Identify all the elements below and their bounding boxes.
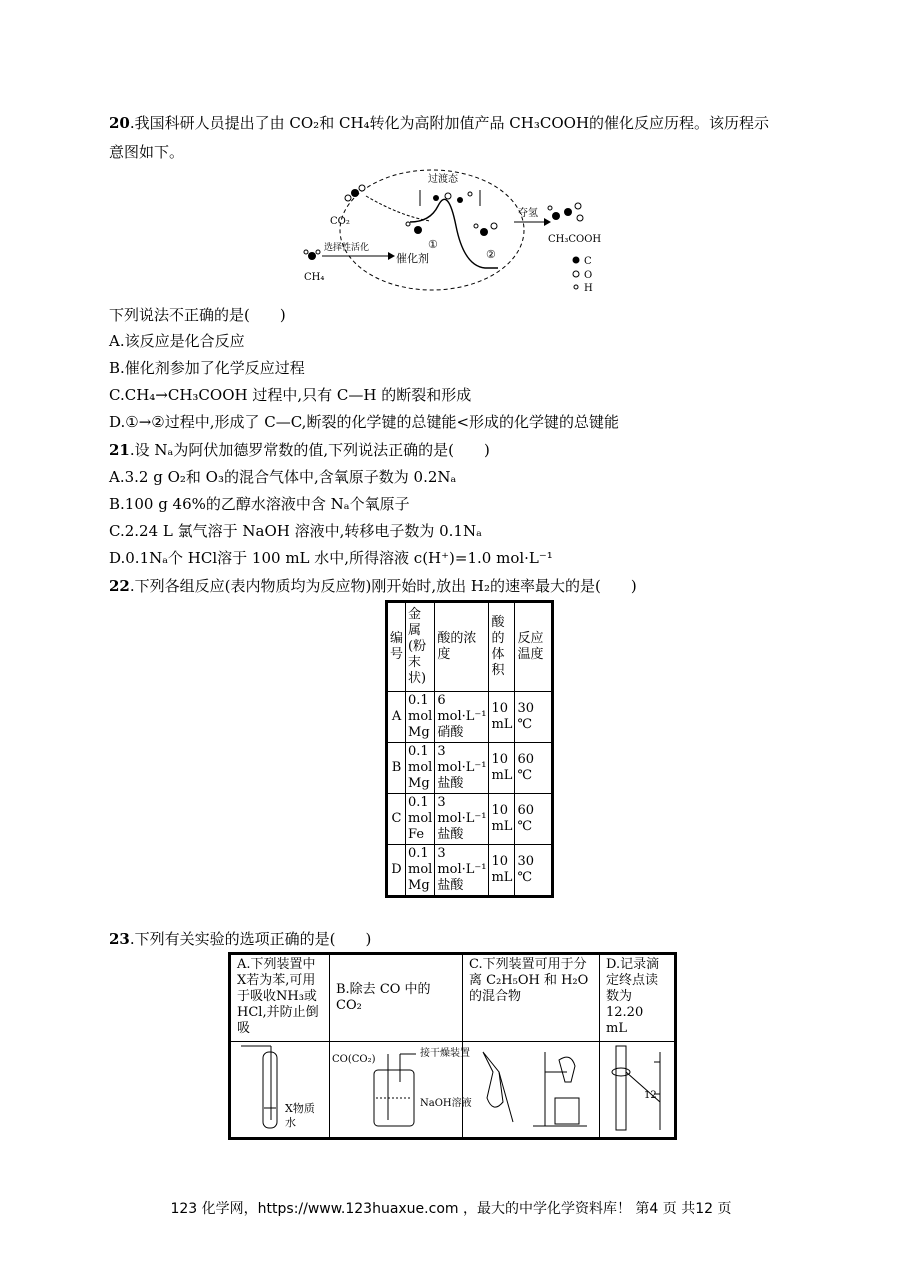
legend-c-dot — [573, 257, 580, 264]
q22-stem — [109, 576, 637, 596]
legend-h-dot — [574, 285, 578, 289]
q22-cell: B — [387, 743, 406, 794]
q22-header-row — [387, 602, 553, 692]
legend-o: O — [584, 270, 593, 281]
ch4-label: CH₄ — [304, 272, 325, 283]
q23-option-row — [230, 954, 676, 1042]
q22-cell: 60 ℃ — [515, 794, 553, 845]
q22-header-cell: 金属(粉末状) — [406, 602, 435, 692]
q22-cell: 10 mL — [489, 743, 515, 794]
q22-cell: 0.1 mol Fe — [406, 794, 435, 845]
q22-cell: 30 ℃ — [515, 845, 553, 897]
q20-option-c: C.CH₄→CH₃COOH 过程中,只有 C—H 的断裂和形成 — [109, 386, 472, 404]
q20-prompt: 下列说法不正确的是( ) — [109, 306, 286, 324]
q23-figure-row — [230, 1042, 676, 1139]
select-label: 选择性活化 — [324, 243, 370, 253]
q22-header-cell: 酸的浓度 — [435, 602, 489, 692]
figd-tick-label: 12 — [644, 1090, 657, 1101]
q20-stem-line1 — [109, 113, 769, 133]
q21-stem-text: .设 Nₐ为阿伏加德罗常数的值,下列说法正确的是( ) — [129, 441, 490, 459]
q20-reaction-diagram — [300, 166, 610, 294]
intermediate-2 — [474, 223, 497, 236]
q22-cell: 10 mL — [489, 845, 515, 897]
q22-header-cell: 反应温度 — [515, 602, 553, 692]
dehydro-label: 夺氢 — [518, 208, 538, 219]
q22-stem-text: .下列各组反应(表内物质均为反应物)刚开始时,放出 H₂的速率最大的是( ) — [129, 577, 637, 595]
q23-stem-text: .下列有关实验的选项正确的是( ) — [129, 930, 372, 948]
q20-option-d: D.①→②过程中,形成了 C—C,断裂的化学键的总键能<形成的化学键的总键能 — [109, 413, 620, 431]
table-row — [387, 845, 553, 897]
q21-stem — [109, 440, 490, 460]
q23-number: 23 — [109, 930, 130, 948]
q23-fig-a — [230, 1042, 330, 1139]
q22-number: 22 — [109, 577, 130, 595]
table-row — [387, 692, 553, 743]
q20-stem-text: .我国科研人员提出了由 CO₂和 CH₄转化为高附加值产品 CH₃COOH的催化反应历程。该历程示 — [129, 114, 770, 132]
intermediate-1 — [406, 222, 422, 234]
q22-cell: 0.1 mol Mg — [406, 692, 435, 743]
q20-stem-line2: 意图如下。 — [109, 143, 185, 161]
q22-table — [385, 600, 554, 898]
product-label: CH₃COOH — [548, 234, 602, 245]
q20-option-a: A.该反应是化合反应 — [109, 332, 245, 350]
step1-label: ① — [428, 238, 438, 251]
table-row — [387, 743, 553, 794]
figa-water-label: 水 — [285, 1116, 296, 1129]
q23-option-c: C.下列装置可用于分离 C₂H₅OH 和 H₂O 的混合物 — [463, 954, 600, 1042]
figa-x-label: X物质 — [285, 1102, 315, 1115]
q21-option-d: D.0.1Nₐ个 HCl溶于 100 mL 水中,所得溶液 c(H⁺)=1.0 mol·L⁻¹ — [109, 549, 553, 567]
table-row — [387, 794, 553, 845]
q20-number: 20 — [109, 114, 130, 132]
q21-option-a: A.3.2 g O₂和 O₃的混合气体中,含氧原子数为 0.2Nₐ — [109, 468, 457, 486]
q23-fig-c — [463, 1042, 600, 1139]
q22-cell: 3 mol·L⁻¹盐酸 — [435, 743, 489, 794]
q22-cell: A — [387, 692, 406, 743]
q22-cell: 0.1 mol Mg — [406, 743, 435, 794]
product-molecule — [548, 203, 583, 221]
ch4-molecule — [304, 250, 320, 260]
q22-cell: C — [387, 794, 406, 845]
q22-cell: 3 mol·L⁻¹盐酸 — [435, 794, 489, 845]
catalysis-region-ellipse — [340, 170, 524, 290]
figb-out-label: 接干燥装置 — [420, 1048, 470, 1059]
q23-table — [228, 952, 677, 1140]
co2-label: CO₂ — [330, 216, 350, 227]
figb-sol-label: NaOH溶液 — [420, 1098, 472, 1109]
q21-number: 21 — [109, 441, 130, 459]
legend-o-dot — [573, 271, 579, 277]
q22-cell: 6 mol·L⁻¹硝酸 — [435, 692, 489, 743]
q22-cell: 30 ℃ — [515, 692, 553, 743]
q21-option-b: B.100 g 46%的乙醇水溶液中含 Nₐ个氧原子 — [109, 495, 410, 513]
legend-h: H — [584, 283, 593, 294]
q23-option-a: A.下列装置中X若为苯,可用于吸收NH₃或 HCl,并防止倒吸 — [230, 954, 330, 1042]
step2-label: ② — [486, 248, 496, 261]
figb-in-label: CO(CO₂) — [332, 1054, 376, 1065]
q23-option-d: D.记录滴定终点读数为 12.20 mL — [600, 954, 676, 1042]
ts-molecules — [433, 192, 472, 203]
ts-label: 过渡态 — [428, 174, 458, 185]
catalyst-label: 催化剂 — [396, 252, 429, 265]
q22-header-cell: 酸的体积 — [489, 602, 515, 692]
q22-cell: 10 mL — [489, 794, 515, 845]
q23-option-b: B.除去 CO 中的 CO₂ — [330, 954, 463, 1042]
q22-cell: D — [387, 845, 406, 897]
q22-cell: 0.1 mol Mg — [406, 845, 435, 897]
q21-option-c: C.2.24 L 氯气溶于 NaOH 溶液中,转移电子数为 0.1Nₐ — [109, 522, 482, 540]
q22-header-cell: 编号 — [387, 602, 406, 692]
page-footer: 123 化学网，https://www.123huaxue.com ，最大的中学化学资料库！ 第4 页 共12 页 — [170, 1201, 732, 1217]
q22-cell: 3 mol·L⁻¹盐酸 — [435, 845, 489, 897]
legend-c: C — [584, 256, 592, 267]
q23-fig-b — [330, 1042, 472, 1139]
q20-option-b: B.催化剂参加了化学反应过程 — [109, 359, 305, 377]
q22-cell: 60 ℃ — [515, 743, 553, 794]
q23-stem — [109, 929, 371, 949]
q23-fig-d — [600, 1042, 676, 1139]
q22-cell: 10 mL — [489, 692, 515, 743]
co2-molecule — [345, 185, 365, 201]
